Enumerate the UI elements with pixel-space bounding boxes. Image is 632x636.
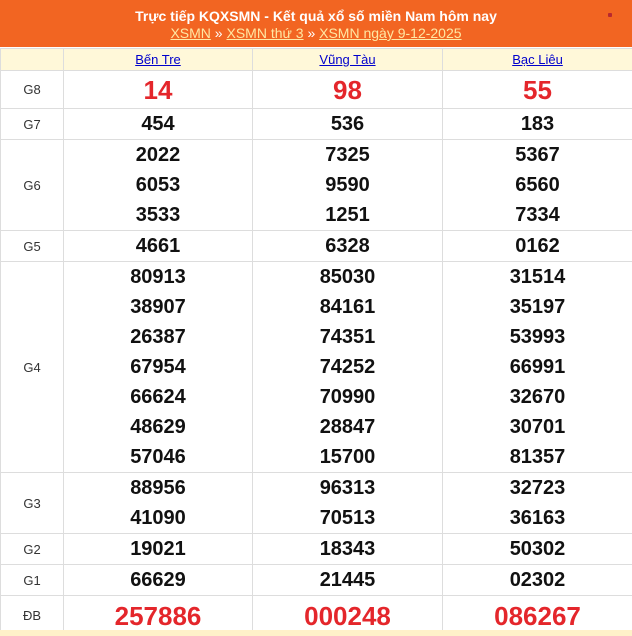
prize-cell (443, 473, 632, 534)
prize-cell (253, 473, 443, 534)
prize-row-g7 (1, 109, 632, 140)
province-link-vung-tau[interactable]: Vũng Tàu (319, 52, 376, 67)
prize-number: 15700 (319, 446, 376, 468)
prize-number: 48629 (130, 416, 186, 438)
prize-cell (64, 473, 253, 534)
prize-number: 57046 (130, 446, 186, 468)
prize-number: 5367 (515, 144, 560, 166)
prize-number: 96313 (319, 477, 376, 499)
prize-number: 02302 (509, 569, 566, 591)
prize-number: 31514 (509, 266, 566, 288)
prize-number: 38907 (130, 296, 186, 318)
prize-cell (64, 140, 253, 231)
prize-number: 536 (330, 113, 365, 135)
close-icon[interactable] (608, 13, 612, 17)
page-title: Trực tiếp KQXSMN - Kết quả xổ số miền Nam hôm nay (135, 8, 497, 24)
breadcrumb-xsmn[interactable]: XSMN (170, 25, 211, 41)
results-table (0, 48, 632, 636)
province-link-ben-tre[interactable]: Bến Tre (135, 52, 181, 67)
page-header (0, 0, 632, 47)
prize-number: 81357 (509, 446, 566, 468)
prize-column-header (1, 49, 64, 71)
breadcrumb-xsmn-date[interactable]: XSMN ngày 9-12-2025 (319, 25, 462, 41)
breadcrumb-separator: » (307, 25, 316, 41)
prize-cell (64, 262, 253, 473)
prize-number: 66629 (130, 569, 186, 591)
prize-number: 26387 (130, 326, 186, 348)
prize-cell (253, 231, 443, 262)
prize-number: 67954 (130, 356, 186, 378)
prize-cell (253, 534, 443, 565)
prize-label: ĐB (1, 596, 64, 636)
prize-number: 14 (143, 74, 173, 105)
prize-number: 32723 (509, 477, 566, 499)
prize-number: 4661 (135, 235, 181, 257)
prize-number: 32670 (509, 386, 566, 408)
prize-number: 1251 (325, 204, 370, 226)
prize-number: 74252 (319, 356, 376, 378)
prize-number: 21445 (319, 569, 376, 591)
prize-number: 50302 (509, 538, 566, 560)
prize-number: 7334 (515, 204, 560, 226)
prize-number: 6053 (135, 174, 181, 196)
prize-cell (253, 140, 443, 231)
prize-row-g4 (1, 262, 632, 473)
prize-row-g5 (1, 231, 632, 262)
prize-cell (443, 534, 632, 565)
prize-number: 3533 (135, 204, 181, 226)
province-header (64, 49, 253, 71)
province-header (253, 49, 443, 71)
prize-label: G2 (1, 534, 64, 565)
prize-label: G8 (1, 71, 64, 109)
prize-cell (443, 262, 632, 473)
prize-row-g6 (1, 140, 632, 231)
prize-cell (253, 71, 443, 109)
province-header-row (1, 49, 632, 71)
province-link-bac-lieu[interactable]: Bạc Liêu (512, 52, 563, 67)
prize-number: 36163 (509, 507, 566, 529)
prize-number: 53993 (509, 326, 566, 348)
prize-number: 30701 (509, 416, 566, 438)
prize-cell (253, 109, 443, 140)
prize-number: 257886 (114, 600, 202, 631)
prize-cell (64, 231, 253, 262)
prize-rows (1, 71, 632, 636)
prize-number: 66991 (509, 356, 566, 378)
prize-number: 6560 (515, 174, 560, 196)
prize-label: G4 (1, 262, 64, 473)
prize-number: 000248 (304, 600, 391, 631)
prize-cell (443, 231, 632, 262)
prize-cell (253, 565, 443, 596)
prize-cell (253, 262, 443, 473)
prize-cell (64, 109, 253, 140)
prize-row-g3 (1, 473, 632, 534)
prize-row-g2 (1, 534, 632, 565)
prize-number: 454 (141, 113, 175, 135)
prize-number: 88956 (130, 477, 186, 499)
prize-number: 84161 (319, 296, 376, 318)
prize-number: 6328 (325, 235, 370, 257)
prize-cell (443, 109, 632, 140)
prize-label: G7 (1, 109, 64, 140)
prize-row-g8 (1, 71, 632, 109)
prize-label: G1 (1, 565, 64, 596)
prize-number: 28847 (319, 416, 376, 438)
prize-number: 55 (523, 74, 552, 105)
prize-number: 7325 (325, 144, 370, 166)
prize-number: 9590 (325, 174, 370, 196)
prize-label: G3 (1, 473, 64, 534)
prize-row-g1 (1, 565, 632, 596)
prize-number: 0162 (515, 235, 560, 257)
prize-number: 98 (333, 74, 362, 105)
prize-number: 74351 (319, 326, 376, 348)
bottom-bar (0, 630, 632, 636)
prize-number: 41090 (130, 507, 186, 529)
prize-number: 183 (520, 113, 555, 135)
prize-number: 80913 (130, 266, 186, 288)
prize-cell (443, 565, 632, 596)
prize-number: 70990 (319, 386, 376, 408)
prize-label: G5 (1, 231, 64, 262)
breadcrumb-separator: » (214, 25, 223, 41)
prize-cell (64, 565, 253, 596)
prize-cell (443, 140, 632, 231)
breadcrumb-xsmn-thu-3[interactable]: XSMN thứ 3 (226, 25, 304, 41)
prize-number: 35197 (509, 296, 566, 318)
breadcrumb (0, 25, 632, 41)
prize-label: G6 (1, 140, 64, 231)
prize-number: 66624 (130, 386, 186, 408)
prize-number: 70513 (319, 507, 376, 529)
prize-cell (64, 534, 253, 565)
prize-number: 086267 (494, 600, 581, 631)
prize-cell (443, 71, 632, 109)
prize-number: 19021 (130, 538, 186, 560)
prize-number: 85030 (319, 266, 376, 288)
prize-number: 18343 (319, 538, 376, 560)
province-header (443, 49, 632, 71)
prize-number: 2022 (135, 144, 181, 166)
prize-cell (64, 71, 253, 109)
